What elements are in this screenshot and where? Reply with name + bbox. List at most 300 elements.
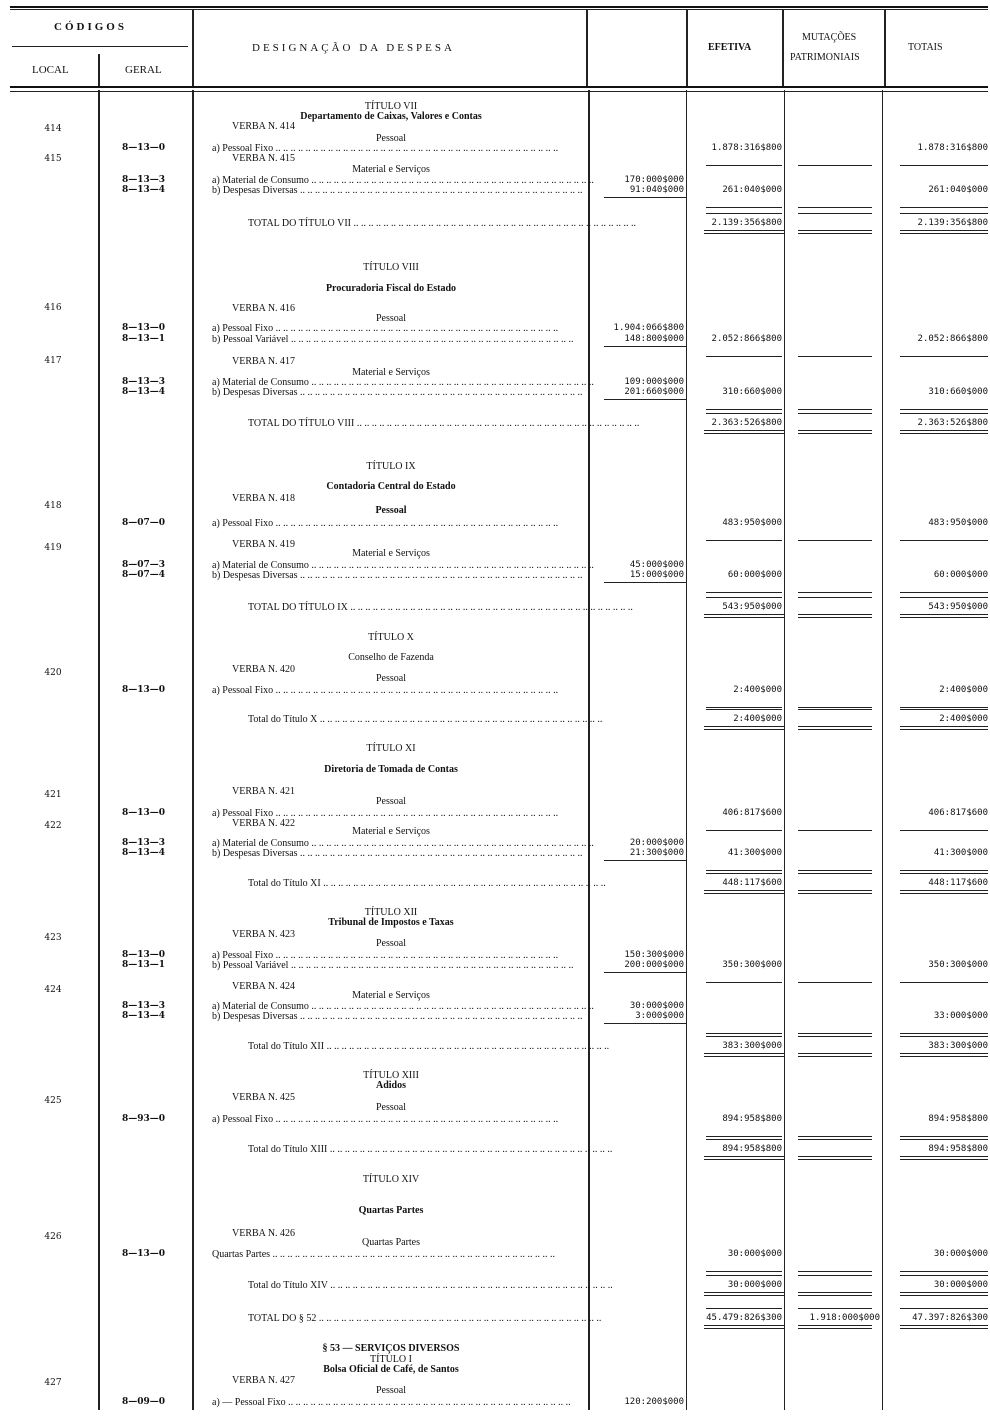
local-code: 417 [44,356,62,366]
local-code: 422 [44,821,62,831]
verba-label: VERBA N. 414 [232,121,296,132]
total-double-rule [798,430,872,431]
geral-code: 8—13—4 [122,185,166,195]
total-double-rule [900,614,988,615]
total-double-rule [798,433,872,434]
efetiva-rule [706,1271,782,1272]
expense-item-label: a) Material de Consumo [212,560,309,571]
totais-value: 894:958$800 [928,1114,988,1124]
total-row [248,714,603,725]
totais-total: 383:300$000 [928,1041,988,1051]
total-double-rule [704,893,784,894]
header-codigos: CÓDIGOS [54,21,127,33]
parcial-underline [604,346,686,347]
total-double-rule [900,433,988,434]
total-rule-top [798,413,872,414]
totais-total: 2.139:356$800 [917,218,988,228]
total-double-rule [704,430,784,431]
header-col-divider [782,10,784,86]
total-double-rule [900,1053,988,1054]
total-rule-top [798,1139,872,1140]
efetiva-rule [706,870,782,871]
efetiva-total: 543:950$000 [722,602,782,612]
total-row [248,1280,613,1291]
efetiva-value: 1.878:316$800 [711,143,782,153]
expense-item-label: a) Material de Consumo [212,838,309,849]
total-label: TOTAL DO § 52 [248,1313,317,1324]
leader-dots: .. .. .. .. .. .. .. .. .. .. .. .. .. .. .. .. .. .. .. .. .. .. .. .. .. .. .. .. .. .. .. .. .. .. .. .. .. .. [273,950,559,961]
leader-dots: .. .. .. .. .. .. .. .. .. .. .. .. .. .. .. .. .. .. .. .. .. .. .. .. .. .. .. .. .. .. .. .. .. .. .. .. .. .. [327,1280,613,1291]
leader-dots: .. .. .. .. .. .. .. .. .. .. .. .. .. .. .. .. .. .. .. .. .. .. .. .. .. .. .. .. .. .. .. .. .. .. .. .. .. .. [320,878,606,889]
leader-dots: .. .. .. .. .. .. .. .. .. .. .. .. .. .. .. .. .. .. .. .. .. .. .. .. .. .. .. .. .. .. .. .. .. .. .. .. .. .. [297,387,583,398]
parcial-underline [604,197,686,198]
leader-dots: .. .. .. .. .. .. .. .. .. .. .. .. .. .. .. .. .. .. .. .. .. .. .. .. .. .. .. .. .. .. .. .. .. .. .. .. .. .. [347,602,633,613]
total-double-rule [798,1159,872,1160]
total-double-rule [900,1056,988,1057]
header-col-divider [884,10,886,86]
section-title: Quartas Partes [358,1205,424,1216]
efetiva-total: 894:958$800 [722,1144,782,1154]
total-rule-top [798,1308,872,1309]
total-row [248,1313,602,1324]
total-rule-top [798,1275,872,1276]
totais-rule [900,830,988,831]
leader-dots: .. .. .. .. .. .. .. .. .. .. .. .. .. .. .. .. .. .. .. .. .. .. .. .. .. .. .. .. .. .. .. .. .. .. .. .. .. .. [285,1397,571,1408]
expense-item [212,387,584,398]
col-divider-mutacoes [882,90,883,1410]
total-rule-top [706,1036,782,1037]
verba-label: VERBA N. 421 [232,786,296,797]
total-double-rule [704,433,784,434]
total-double-rule [900,233,988,234]
total-double-rule [900,893,988,894]
expense-item [212,323,584,334]
total-double-rule [704,890,784,891]
section-title: TÍTULO XI [366,743,416,754]
total-double-rule [798,233,872,234]
total-rule-top [798,597,872,598]
col-divider-parcial [686,90,687,1410]
expense-item-label: a) Material de Consumo [212,1001,309,1012]
efetiva-value: 41:300$000 [727,848,782,858]
totais-total: 2.363:526$800 [917,418,988,428]
leader-dots: .. .. .. .. .. .. .. .. .. .. .. .. .. .. .. .. .. .. .. .. .. .. .. .. .. .. .. .. .. .. .. .. .. .. .. .. .. .. [308,560,594,571]
header-col-divider [192,10,194,86]
subsection-label: Pessoal [376,133,406,144]
total-rule-top [706,213,782,214]
expense-item-label: b) Despesas Diversas [212,185,298,196]
totais-value: 60:000$000 [933,570,988,580]
section-title: TÍTULO VII [364,101,418,112]
section-title: TÍTULO XIV [362,1174,420,1185]
parcial-value: 45:000$000 [629,560,684,570]
local-code: 418 [44,501,62,511]
subsection-label: Pessoal [376,313,406,324]
totais-value: 483:950$000 [928,518,988,528]
parcial-value: 120:200$000 [624,1397,684,1407]
section-title: TÍTULO I [370,1354,412,1365]
total-double-rule [704,1328,784,1329]
total-double-rule [900,729,988,730]
total-double-rule [704,1292,784,1293]
total-rule-top [900,873,988,874]
total-rule-top [900,413,988,414]
total-double-rule [704,726,784,727]
subsection-label: Pessoal [376,1102,406,1113]
geral-code: 8—07—0 [122,518,166,528]
header-patrimoniais: PATRIMONIAIS [790,52,860,63]
total-double-rule [704,1056,784,1057]
geral-code: 8—13—0 [122,950,166,960]
expense-item-label: a) Pessoal Fixo [212,518,274,529]
verba-label: VERBA N. 426 [232,1228,296,1239]
total-double-rule [798,1156,872,1157]
efetiva-rule [706,409,782,410]
leader-dots: .. .. .. .. .. .. .. .. .. .. .. .. .. .. .. .. .. .. .. .. .. .. .. .. .. .. .. .. .. .. .. .. .. .. .. .. .. .. [270,1249,556,1260]
expense-item-label: b) Pessoal Variável [212,960,289,971]
parcial-value: 109:000$000 [624,377,684,387]
subsection-label: Material e Serviços [352,164,430,175]
parcial-value: 20:000$000 [629,838,684,848]
header-local-divider [98,54,100,86]
section-title: TÍTULO XIII [363,1070,419,1081]
geral-code: 8—09—0 [122,1397,166,1407]
efetiva-value: 894:958$800 [722,1114,782,1124]
leader-dots: .. .. .. .. .. .. .. .. .. .. .. .. .. .. .. .. .. .. .. .. .. .. .. .. .. .. .. .. .. .. .. .. .. .. .. .. .. .. [350,218,636,229]
efetiva-rule [706,540,782,541]
subsection-label: Pessoal [376,796,406,807]
local-code: 423 [44,933,62,943]
leader-dots: .. .. .. .. .. .. .. .. .. .. .. .. .. .. .. .. .. .. .. .. .. .. .. .. .. .. .. .. .. .. .. .. .. .. .. .. .. .. [327,1144,613,1155]
leader-dots: .. .. .. .. .. .. .. .. .. .. .. .. .. .. .. .. .. .. .. .. .. .. .. .. .. .. .. .. .. .. .. .. .. .. .. .. .. .. [308,838,594,849]
expense-item-label: a) Pessoal Fixo [212,143,274,154]
col-divider-efetiva [784,90,785,1410]
total-double-rule [704,1156,784,1157]
mutacoes-rule [798,592,872,593]
parcial-value: 148:800$000 [624,334,684,344]
totais-total: 448:117$600 [928,878,988,888]
top-rule [10,6,988,8]
totais-total: 47.397:826$300 [912,1313,988,1323]
total-double-rule [798,893,872,894]
section-title: TÍTULO X [368,632,414,643]
total-row [248,1144,613,1155]
totais-rule [900,1033,988,1034]
total-rule-top [798,1036,872,1037]
parcial-value: 200:000$000 [624,960,684,970]
section-title: Tribunal de Impostos e Taxas [328,917,454,928]
totais-value: 1.878:316$800 [917,143,988,153]
total-rule-top [900,709,988,710]
efetiva-value: 350:300$000 [722,960,782,970]
geral-code: 8—13—0 [122,808,166,818]
parcial-underline [604,972,686,973]
expense-item [212,960,584,971]
leader-dots: .. .. .. .. .. .. .. .. .. .. .. .. .. .. .. .. .. .. .. .. .. .. .. .. .. .. .. .. .. .. .. .. .. .. .. .. .. .. [297,848,583,859]
verba-label: VERBA N. 416 [232,303,296,314]
codigos-divider [12,46,188,47]
totais-rule [900,356,988,357]
parcial-underline [604,582,686,583]
efetiva-rule [706,356,782,357]
efetiva-value: 310:660$000 [722,387,782,397]
total-double-rule [900,1328,988,1329]
total-label: TOTAL DO TÍTULO VII [248,218,351,229]
expense-item-label: a) — Pessoal Fixo [212,1397,286,1408]
expense-item-label: b) Despesas Diversas [212,848,298,859]
mutacoes-rule [798,1033,872,1034]
total-label: TOTAL DO TÍTULO VIII [248,418,355,429]
verba-label: VERBA N. 425 [232,1092,296,1103]
col-divider-designacao [588,90,590,1410]
header-mutacoes: MUTAÇÕES [802,32,857,43]
efetiva-total: 448:117$600 [722,878,782,888]
subsection-label: Pessoal [376,938,406,949]
local-code: 424 [44,985,62,995]
leader-dots: .. .. .. .. .. .. .. .. .. .. .. .. .. .. .. .. .. .. .. .. .. .. .. .. .. .. .. .. .. .. .. .. .. .. .. .. .. .. [308,377,594,388]
efetiva-value: 30:000$000 [727,1249,782,1259]
mutacoes-total: 1.918:000$000 [809,1313,880,1323]
subsection-label: Pessoal [375,505,407,516]
expense-item-label: b) Despesas Diversas [212,387,298,398]
section-title: Bolsa Oficial de Café, de Santos [323,1364,459,1375]
total-row [248,1041,610,1052]
total-label: Total do Título XI [248,878,321,889]
total-rule-top [900,1139,988,1140]
total-rule-top [706,709,782,710]
total-rule-top [706,1139,782,1140]
total-rule-top [900,597,988,598]
section-title: TÍTULO VIII [363,262,419,273]
expense-item-label: a) Pessoal Fixo [212,1114,274,1125]
total-double-rule [704,1325,784,1326]
col-divider-local [98,90,100,1410]
expense-item [212,1397,584,1408]
verba-label: VERBA N. 427 [232,1375,296,1386]
subsection-label: Material e Serviços [352,367,430,378]
parcial-value: 21:300$000 [629,848,684,858]
parcial-value: 201:660$000 [624,387,684,397]
total-double-rule [704,1053,784,1054]
total-double-rule [900,890,988,891]
totais-value: 2.052:866$800 [917,334,988,344]
totais-rule [900,982,988,983]
parcial-value: 3:000$000 [635,1011,684,1021]
section-title: Diretoria de Tomada de Contas [324,764,458,775]
total-double-rule [900,1159,988,1160]
totais-rule [900,409,988,410]
total-label: Total do Título XIII [248,1144,328,1155]
total-rule-top [706,873,782,874]
efetiva-total: 2:400$000 [733,714,782,724]
total-double-rule [900,617,988,618]
totais-value: 33:000$000 [933,1011,988,1021]
verba-label: VERBA N. 420 [232,664,296,675]
expense-item [212,334,584,345]
total-label: TOTAL DO TÍTULO IX [248,602,348,613]
header-bottom-rule [10,86,988,88]
parcial-underline [604,860,686,861]
efetiva-rule [706,207,782,208]
parcial-value: 15:000$000 [629,570,684,580]
mutacoes-rule [798,207,872,208]
mutacoes-rule [798,1271,872,1272]
efetiva-value: 60:000$000 [727,570,782,580]
total-double-rule [798,617,872,618]
total-double-rule [900,726,988,727]
mutacoes-rule [798,409,872,410]
efetiva-rule [706,1136,782,1137]
expense-item [212,1011,584,1022]
total-double-rule [798,890,872,891]
totais-rule [900,870,988,871]
total-label: Total do Título X [248,714,318,725]
header-geral: GERAL [125,64,162,76]
totais-total: 894:958$800 [928,1144,988,1154]
geral-code: 8—07—3 [122,560,166,570]
totais-rule [900,540,988,541]
parcial-value: 91:040$000 [629,185,684,195]
verba-label: VERBA N. 423 [232,929,296,940]
total-row [248,602,633,613]
total-double-rule [704,617,784,618]
expense-item-label: a) Pessoal Fixo [212,323,274,334]
header-col-divider [586,10,588,86]
total-rule-top [798,709,872,710]
header-designacao: DESIGNAÇÃO DA DESPESA [252,42,455,54]
total-row [248,218,636,229]
total-rule-top [900,1036,988,1037]
subsection-label: Pessoal [376,673,406,684]
header-bottom-rule-thin [10,91,988,92]
geral-code: 8—13—3 [122,838,166,848]
total-double-rule [900,1156,988,1157]
efetiva-total: 45.479:826$300 [706,1313,782,1323]
efetiva-value: 2.052:866$800 [711,334,782,344]
section-title: Procuradoria Fiscal do Estado [325,283,457,294]
leader-dots: .. .. .. .. .. .. .. .. .. .. .. .. .. .. .. .. .. .. .. .. .. .. .. .. .. .. .. .. .. .. .. .. .. .. .. .. .. .. [273,518,559,529]
geral-code: 8—13—3 [122,1001,166,1011]
verba-label: VERBA N. 418 [232,493,296,504]
leader-dots: .. .. .. .. .. .. .. .. .. .. .. .. .. .. .. .. .. .. .. .. .. .. .. .. .. .. .. .. .. .. .. .. .. .. .. .. .. .. [288,334,574,345]
totais-value: 310:660$000 [928,387,988,397]
parcial-value: 150:300$000 [624,950,684,960]
mutacoes-rule [798,707,872,708]
section-title: Contadoria Central do Estado [326,481,456,492]
totais-rule [900,592,988,593]
total-double-rule [704,614,784,615]
expense-item [212,848,584,859]
totais-total: 543:950$000 [928,602,988,612]
leader-dots: .. .. .. .. .. .. .. .. .. .. .. .. .. .. .. .. .. .. .. .. .. .. .. .. .. .. .. .. .. .. .. .. .. .. .. .. .. .. [324,1041,610,1052]
verba-label: VERBA N. 422 [232,818,296,829]
efetiva-value: 2:400$000 [733,685,782,695]
efetiva-rule [706,830,782,831]
verba-label: VERBA N. 424 [232,981,296,992]
efetiva-total: 2.139:356$800 [711,218,782,228]
mutacoes-rule [798,870,872,871]
header-col-divider [686,10,688,86]
total-rule-top [706,597,782,598]
total-double-rule [798,726,872,727]
efetiva-rule [706,1033,782,1034]
total-label: Total do Título XIV [248,1280,328,1291]
total-rule-top [900,213,988,214]
totais-value: 261:040$000 [928,185,988,195]
total-double-rule [704,729,784,730]
geral-code: 8—93—0 [122,1114,166,1124]
local-code: 420 [44,668,62,678]
leader-dots: .. .. .. .. .. .. .. .. .. .. .. .. .. .. .. .. .. .. .. .. .. .. .. .. .. .. .. .. .. .. .. .. .. .. .. .. .. .. [317,714,603,725]
mutacoes-rule [798,830,872,831]
efetiva-rule [706,592,782,593]
totais-value: 350:300$000 [928,960,988,970]
local-code: 425 [44,1096,62,1106]
local-code: 414 [44,124,62,134]
efetiva-rule [706,982,782,983]
mutacoes-rule [798,540,872,541]
parcial-value: 1.904:066$800 [613,323,684,333]
geral-code: 8—13—4 [122,848,166,858]
totais-rule [900,707,988,708]
totais-value: 406:817$600 [928,808,988,818]
parcial-value: 30:000$000 [629,1001,684,1011]
geral-code: 8—13—4 [122,1011,166,1021]
total-double-rule [798,729,872,730]
subsection-label: Pessoal [376,1385,406,1396]
geral-code: 8—13—3 [122,175,166,185]
expense-item-label: Quartas Partes [212,1249,271,1260]
total-double-rule [704,230,784,231]
total-double-rule [900,1325,988,1326]
local-code: 421 [44,790,62,800]
leader-dots: .. .. .. .. .. .. .. .. .. .. .. .. .. .. .. .. .. .. .. .. .. .. .. .. .. .. .. .. .. .. .. .. .. .. .. .. .. .. [297,1011,583,1022]
leader-dots: .. .. .. .. .. .. .. .. .. .. .. .. .. .. .. .. .. .. .. .. .. .. .. .. .. .. .. .. .. .. .. .. .. .. .. .. .. .. [273,808,559,819]
section-title: TÍTULO XII [364,907,418,918]
expense-item-label: a) Pessoal Fixo [212,808,274,819]
top-rule-thin [10,9,988,10]
header-efetiva: EFETIVA [708,42,752,53]
total-double-rule [798,1325,872,1326]
expense-item [212,185,584,196]
expense-item [212,518,584,529]
efetiva-rule [706,707,782,708]
leader-dots: .. .. .. .. .. .. .. .. .. .. .. .. .. .. .. .. .. .. .. .. .. .. .. .. .. .. .. .. .. .. .. .. .. .. .. .. .. .. [308,1001,594,1012]
geral-code: 8—13—0 [122,143,166,153]
geral-code: 8—07—4 [122,570,166,580]
totais-total: 30:000$000 [933,1280,988,1290]
mutacoes-rule [798,356,872,357]
section-title: Conselho de Fazenda [348,652,434,663]
leader-dots: .. .. .. .. .. .. .. .. .. .. .. .. .. .. .. .. .. .. .. .. .. .. .. .. .. .. .. .. .. .. .. .. .. .. .. .. .. .. [273,323,559,334]
totais-value: 41:300$000 [933,848,988,858]
totais-rule [900,1271,988,1272]
geral-code: 8—13—0 [122,1249,166,1259]
total-rule-top [798,873,872,874]
expense-item [212,570,584,581]
expense-item-label: b) Despesas Diversas [212,1011,298,1022]
total-double-rule [798,230,872,231]
totais-total: 2:400$000 [939,714,988,724]
leader-dots: .. .. .. .. .. .. .. .. .. .. .. .. .. .. .. .. .. .. .. .. .. .. .. .. .. .. .. .. .. .. .. .. .. .. .. .. .. .. [288,960,574,971]
expense-item-label: b) Pessoal Variável [212,334,289,345]
expense-item [212,1114,584,1125]
local-code: 426 [44,1232,62,1242]
section-title: TÍTULO IX [366,461,416,472]
col-divider-geral [192,90,194,1410]
leader-dots: .. .. .. .. .. .. .. .. .. .. .. .. .. .. .. .. .. .. .. .. .. .. .. .. .. .. .. .. .. .. .. .. .. .. .. .. .. .. [354,418,640,429]
expense-item-label: a) Pessoal Fixo [212,685,274,696]
